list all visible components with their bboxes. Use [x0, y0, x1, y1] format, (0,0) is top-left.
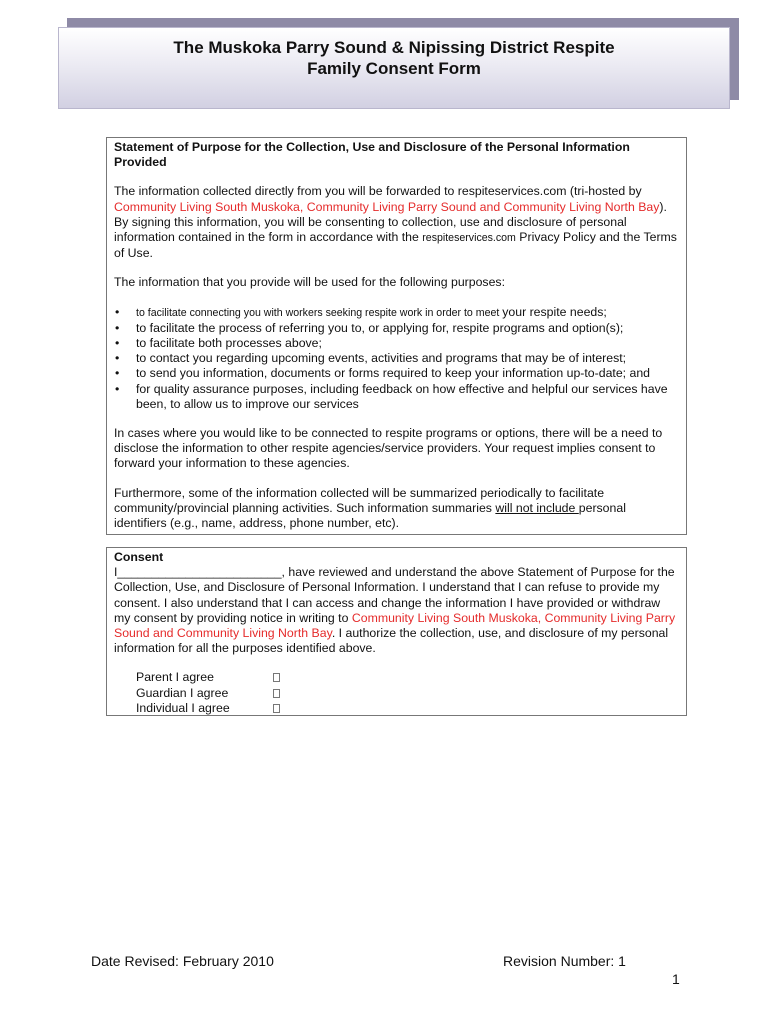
statement-paragraph-1 — [114, 184, 679, 261]
p1-organizations: Community Living South Muskoka, Community Living Parry Sound and Community Living North Bay — [114, 199, 660, 214]
title-banner — [58, 27, 730, 109]
list-item — [114, 382, 679, 412]
consent-heading: Consent — [114, 550, 164, 564]
title-line-2: Family Consent Form — [307, 59, 481, 78]
statement-of-purpose-box — [106, 137, 687, 535]
bullet-text: to send you information, documents or forms required to keep your information up-to-date; and — [136, 366, 651, 381]
list-item — [114, 305, 679, 321]
purposes-list — [114, 305, 679, 412]
statement-paragraph-4 — [114, 486, 679, 532]
p1-text-a: The information collected directly from you will be forwarded to respiteservices.com (tri-hosted by — [114, 184, 642, 199]
option-label: Guardian I agree — [136, 685, 229, 700]
p4-text-a: Furthermore, some of the information collected will be summarized periodically to facilitate community/provincial planning activities. Such information summaries — [114, 485, 605, 515]
consent-option-parent — [136, 670, 679, 685]
statement-heading: Statement of Purpose for the Collection, Use and Disclosure of the Personal Information Provided — [114, 140, 630, 170]
page-number: 1 — [672, 971, 680, 987]
bullet-icon: • — [115, 320, 120, 335]
consent-option-guardian — [136, 686, 679, 701]
bullet-icon: • — [115, 336, 120, 351]
consent-text-a: I________________________, have reviewed and understand the above Statement of Purpose for the Collection, Use, and Disclosure of Personal Information. I understand that I can refuse to provide my consent. I also understand that I can access and change the information I have provided or withdraw my consent by providing notice in writing to — [114, 565, 675, 625]
bullet-icon: • — [115, 366, 120, 381]
bullet-text: to contact you regarding upcoming events, activities and programs that may be of interest; — [136, 351, 627, 366]
p4-underlined: will not include — [495, 500, 579, 515]
revision-number: Revision Number: 1 — [503, 953, 626, 969]
consent-organizations: Community Living South Muskoka, Community Living Parry Sound and Community Living North Bay — [114, 610, 676, 641]
consent-options — [114, 670, 679, 716]
bullet-1-text-a: to facilitate connecting you with workers seeking respite work in order to meet — [136, 306, 503, 319]
bullet-icon: • — [115, 381, 120, 396]
individual-agree-checkbox[interactable] — [273, 704, 280, 713]
purposes-intro: The information that you provide will be used for the following purposes: — [114, 275, 505, 290]
p4-text-b: personal identifiers (e.g., name, address, phone number, etc). — [114, 500, 626, 531]
bullet-icon: • — [115, 351, 120, 366]
date-revised: Date Revised: February 2010 — [91, 953, 274, 969]
consent-text-b: . I authorize the collection, use, and disclosure of my personal information for all the purposes identified above. — [114, 626, 669, 656]
list-item — [114, 336, 679, 351]
guardian-agree-checkbox[interactable] — [273, 689, 280, 698]
p1-website: respiteservices.com — [422, 232, 516, 245]
list-item — [114, 321, 679, 336]
option-label: Parent I agree — [136, 670, 214, 685]
consent-option-individual — [136, 701, 679, 716]
consent-box — [106, 547, 687, 716]
bullet-text: for quality assurance purposes, including feedback on how effective and helpful our services have been, to allow us to improve our services — [136, 381, 668, 411]
bullet-1-text-b: your respite needs; — [502, 304, 607, 319]
p1-text-b: ). By signing this information, you will be consenting to collection, use and disclosure of personal information contained in the form in accordance with the — [114, 199, 667, 245]
p1-text-c: Privacy Policy and the Terms of Use. — [114, 230, 677, 261]
option-label: Individual I agree — [136, 700, 230, 715]
title-line-1: The Muskoka Parry Sound & Nipissing District Respite — [173, 38, 615, 57]
list-item — [114, 366, 679, 381]
bullet-text: to facilitate both processes above; — [136, 336, 322, 351]
bullet-icon: • — [115, 304, 120, 319]
consent-text — [114, 565, 679, 656]
list-item — [114, 351, 679, 366]
bullet-text: to facilitate the process of referring you to, or applying for, respite programs and option(s); — [136, 320, 624, 335]
statement-paragraph-3: In cases where you would like to be connected to respite programs or options, there will be a need to disclose the information to other respite agencies/service providers. Your request implies consent to forward your information to these agencies. — [114, 426, 663, 471]
parent-agree-checkbox[interactable] — [273, 673, 280, 682]
